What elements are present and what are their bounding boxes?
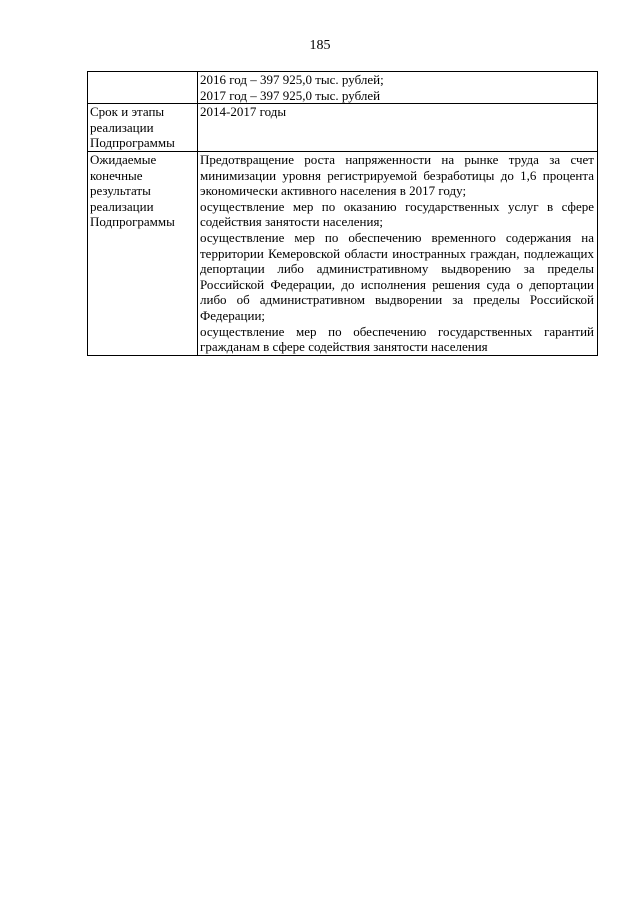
row-label-expected-results: Ожидаемые конечные результаты реализации Подпрограммы [88, 151, 198, 355]
page-number: 185 [309, 38, 331, 53]
row-label-funding [88, 72, 198, 104]
row-value-timeline [198, 104, 598, 152]
funding-2016: 2016 год – 397 925,0 тыс. рублей; [200, 72, 384, 87]
funding-2017: 2017 год – 397 925,0 тыс. рублей [200, 87, 381, 103]
result-paragraph-3: осуществление мер по обеспечению временного содержания на территории Кемеровской области иностранных граждан, подлежащих депортации либо административному выдворению за пределы Российской Федерации, до исполнения решения суда о депортации либо об административном выдворении за пределы Российской Федерации; [200, 229, 594, 323]
result-paragraph-1: Предотвращение роста напряженности на рынке труда за счет минимизации уровня регистрируемой безработицы до 1,6 процента экономически активного населения в 2017 году; [200, 151, 594, 199]
table-row-funding [88, 72, 598, 104]
subprogram-passport-table [87, 71, 598, 356]
row-value-expected-results [198, 151, 598, 355]
timeline-years: 2014-2017 годы [200, 104, 287, 120]
result-paragraph-4: осуществление мер по обеспечению государственных гарантий гражданам в сфере содействия занятости населения [200, 323, 594, 355]
row-value-funding [198, 72, 598, 104]
row-label-timeline: Срок и этапы реализации Подпрограммы [88, 104, 198, 152]
result-paragraph-2: осуществление мер по оказанию государственных услуг в сфере содействия занятости населения; [200, 198, 594, 230]
table-row-expected-results [88, 151, 598, 355]
table-row-timeline [88, 104, 598, 152]
